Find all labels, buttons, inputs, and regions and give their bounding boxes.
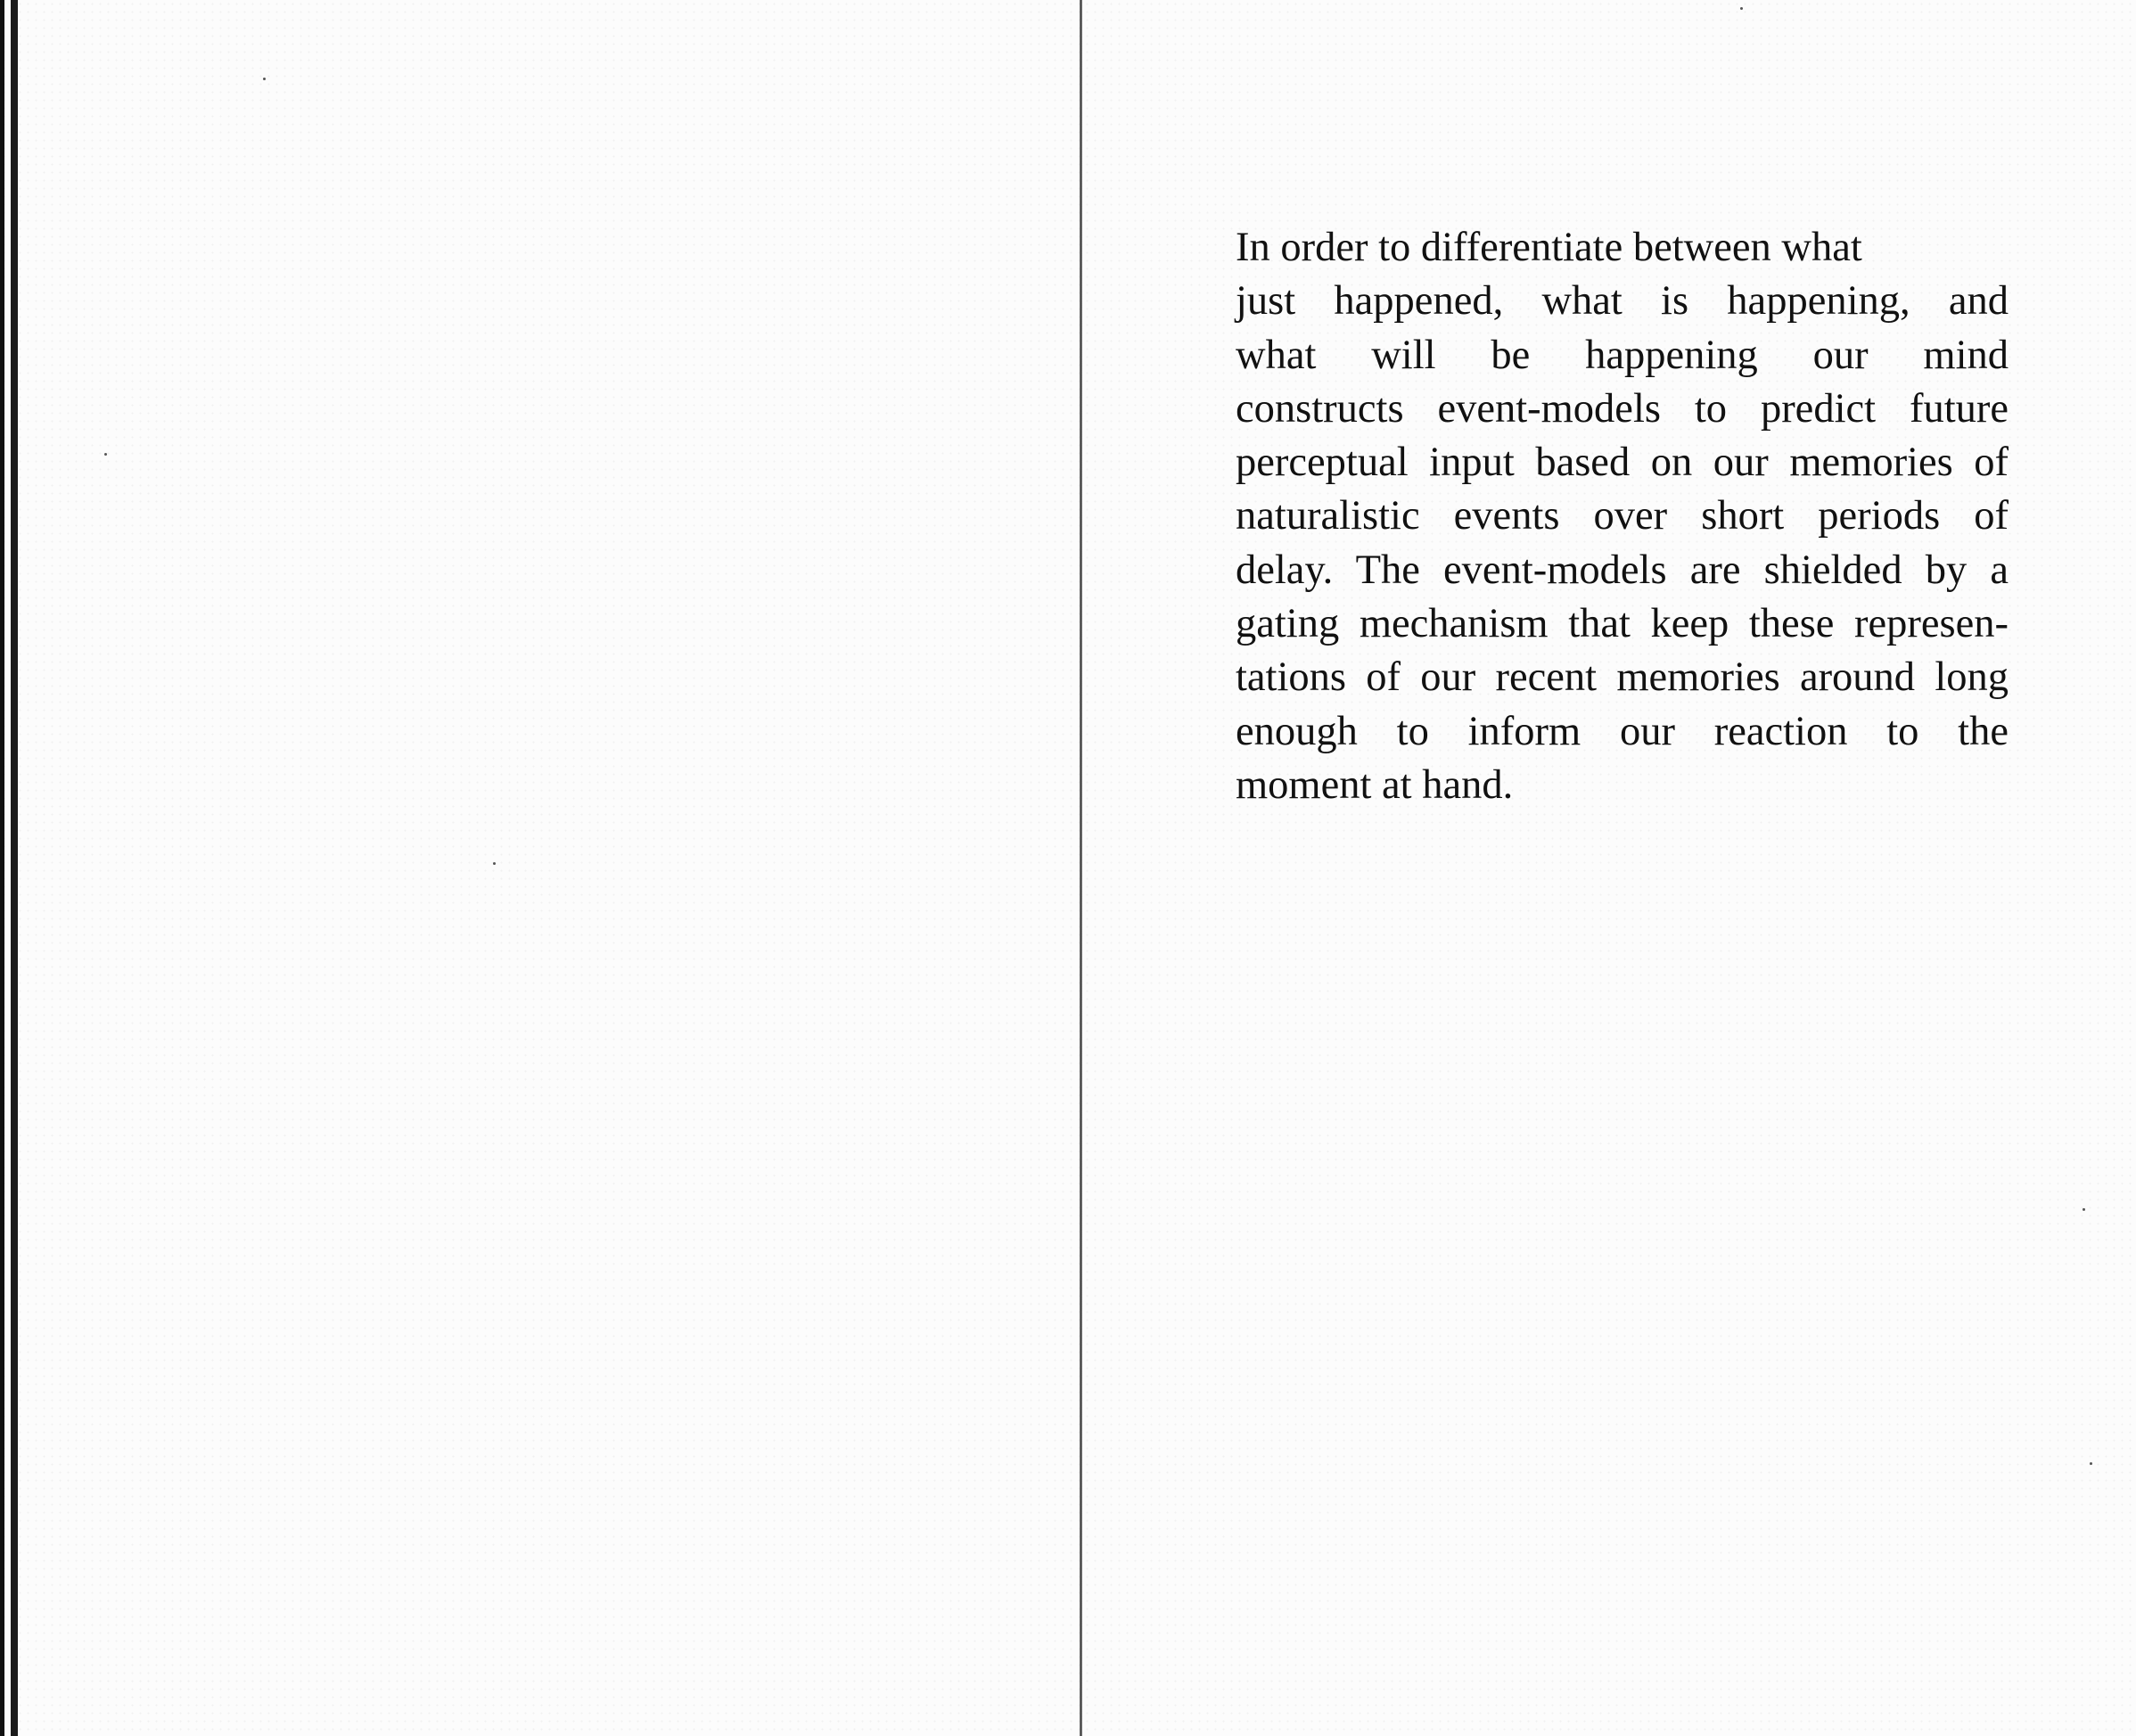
paragraph-line: moment at hand. bbox=[1236, 761, 1514, 808]
paper-speck bbox=[263, 78, 266, 80]
paper-speck bbox=[104, 453, 107, 456]
paper-speck bbox=[493, 862, 496, 865]
paragraph-line: tations of our recent memories around long bbox=[1236, 654, 2009, 701]
right-page bbox=[1083, 0, 2136, 1736]
paragraph-line: just happened, what is happening, and bbox=[1236, 278, 2009, 325]
paragraph-line: gating mechanism that keep these represen- bbox=[1236, 601, 2009, 647]
paragraph-line: delay. The event-models are shielded by a bbox=[1236, 547, 2009, 593]
left-page-blank bbox=[18, 0, 1079, 1736]
paper-speck bbox=[1740, 7, 1743, 10]
book-edge-inner bbox=[11, 0, 18, 1736]
paragraph-line: constructs event-models to predict future bbox=[1236, 385, 2009, 432]
paragraph-line: perceptual input based on our memories of bbox=[1236, 440, 2009, 486]
paper-speck bbox=[2090, 1462, 2092, 1465]
page-gutter bbox=[1080, 0, 1082, 1736]
paper-speck bbox=[2083, 1208, 2085, 1211]
paragraph-line: what will be happening our mind bbox=[1236, 332, 2009, 378]
paragraph-line: naturalistic events over short periods of bbox=[1236, 493, 2009, 539]
paragraph-line: enough to inform our reaction to the bbox=[1236, 708, 2009, 754]
body-paragraph bbox=[1236, 221, 2009, 812]
paragraph-line: In order to differentiate between what bbox=[1236, 225, 1862, 270]
book-edge-outer bbox=[0, 0, 4, 1736]
